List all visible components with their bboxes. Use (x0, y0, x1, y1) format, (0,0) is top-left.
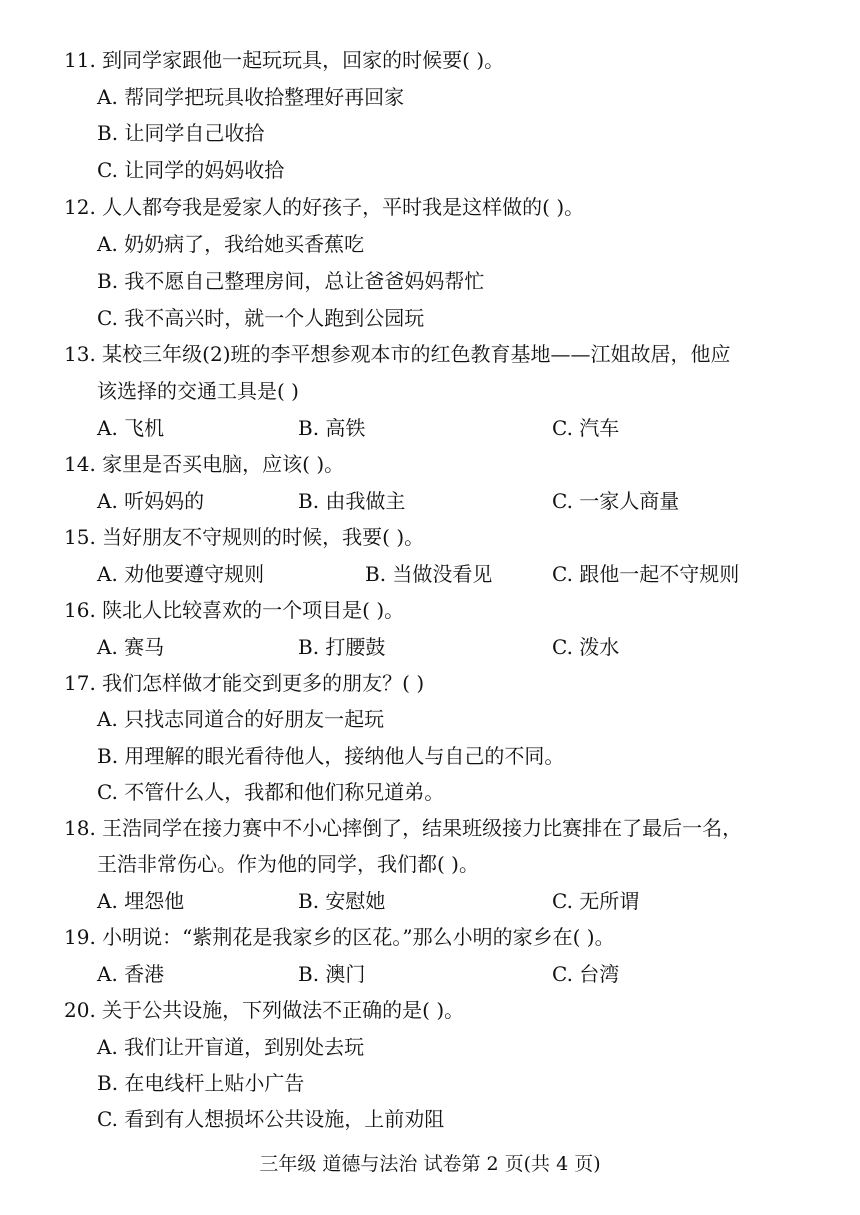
question-13-stem: 13. 某校三年级(2)班的李平想参观本市的红色教育基地——江姐故居，他应 (64, 342, 731, 366)
question-20-option-a: A. 我们让开盲道，到别处去玩 (97, 1035, 365, 1059)
question-19-option-b: B. 澳门 (298, 962, 366, 986)
question-18-stem: 18. 王浩同学在接力赛中不小心摔倒了，结果班级接力比赛排在了最后一名， (64, 816, 743, 840)
question-19-option-c: C. 台湾 (552, 962, 620, 986)
question-11-option-b: B. 让同学自己收拾 (97, 121, 265, 145)
question-14-option-c: C. 一家人商量 (552, 489, 680, 513)
question-11-stem: 11. 到同学家跟他一起玩玩具，回家的时候要( )。 (64, 48, 505, 72)
question-12-option-b: B. 我不愿自己整理房间，总让爸爸妈妈帮忙 (97, 269, 485, 293)
question-14-stem: 14. 家里是否买电脑，应该( )。 (64, 452, 345, 476)
question-14-option-b: B. 由我做主 (298, 489, 406, 513)
question-20-option-c: C. 看到有人想损坏公共设施，上前劝阻 (97, 1107, 445, 1131)
question-16-option-a: A. 赛马 (97, 635, 165, 659)
question-14-option-a: A. 听妈妈的 (97, 489, 205, 513)
question-19-option-a: A. 香港 (97, 962, 165, 986)
question-15-stem: 15. 当好朋友不守规则的时候，我要( )。 (64, 525, 425, 549)
page-footer: 三年级 道德与法治 试卷第 2 页(共 4 页) (259, 1153, 601, 1175)
question-18-option-c: C. 无所谓 (552, 889, 640, 913)
question-12-stem: 12. 人人都夸我是爱家人的好孩子，平时我是这样做的( )。 (64, 195, 585, 219)
question-12-option-a: A. 奶奶病了，我给她买香蕉吃 (97, 232, 365, 256)
question-13-option-c: C. 汽车 (552, 416, 620, 440)
question-18-option-b: B. 安慰她 (298, 889, 386, 913)
question-11-option-c: C. 让同学的妈妈收拾 (97, 158, 285, 182)
question-18-stem-continued: 王浩非常伤心。作为他的同学，我们都( )。 (97, 852, 479, 876)
question-16-option-c: C. 泼水 (552, 635, 620, 659)
question-15-option-c: C. 跟他一起不守规则 (552, 562, 740, 586)
question-11-option-a: A. 帮同学把玩具收拾整理好再回家 (97, 85, 405, 109)
question-20-option-b: B. 在电线杆上贴小广告 (97, 1071, 305, 1095)
question-17-stem: 17. 我们怎样做才能交到更多的朋友？( ) (64, 671, 425, 695)
question-17-option-b: B. 用理解的眼光看待他人，接纳他人与自己的不同。 (97, 744, 565, 768)
question-12-option-c: C. 我不高兴时，就一个人跑到公园玩 (97, 306, 425, 330)
question-15-option-a: A. 劝他要遵守规则 (97, 562, 265, 586)
question-16-option-b: B. 打腰鼓 (298, 635, 386, 659)
question-15-option-b: B. 当做没看见 (365, 562, 493, 586)
question-18-option-a: A. 埋怨他 (97, 889, 185, 913)
question-16-stem: 16. 陕北人比较喜欢的一个项目是( )。 (64, 598, 405, 622)
question-19-stem: 19. 小明说：“紫荆花是我家乡的区花。”那么小明的家乡在( )。 (64, 925, 615, 949)
question-17-option-c: C. 不管什么人，我都和他们称兄道弟。 (97, 780, 445, 804)
question-13-option-b: B. 高铁 (298, 416, 366, 440)
question-20-stem: 20. 关于公共设施，下列做法不正确的是( )。 (64, 998, 465, 1022)
question-17-option-a: A. 只找志同道合的好朋友一起玩 (97, 707, 385, 731)
question-13-stem-continued: 该选择的交通工具是( ) (97, 379, 299, 403)
question-13-option-a: A. 飞机 (97, 416, 165, 440)
